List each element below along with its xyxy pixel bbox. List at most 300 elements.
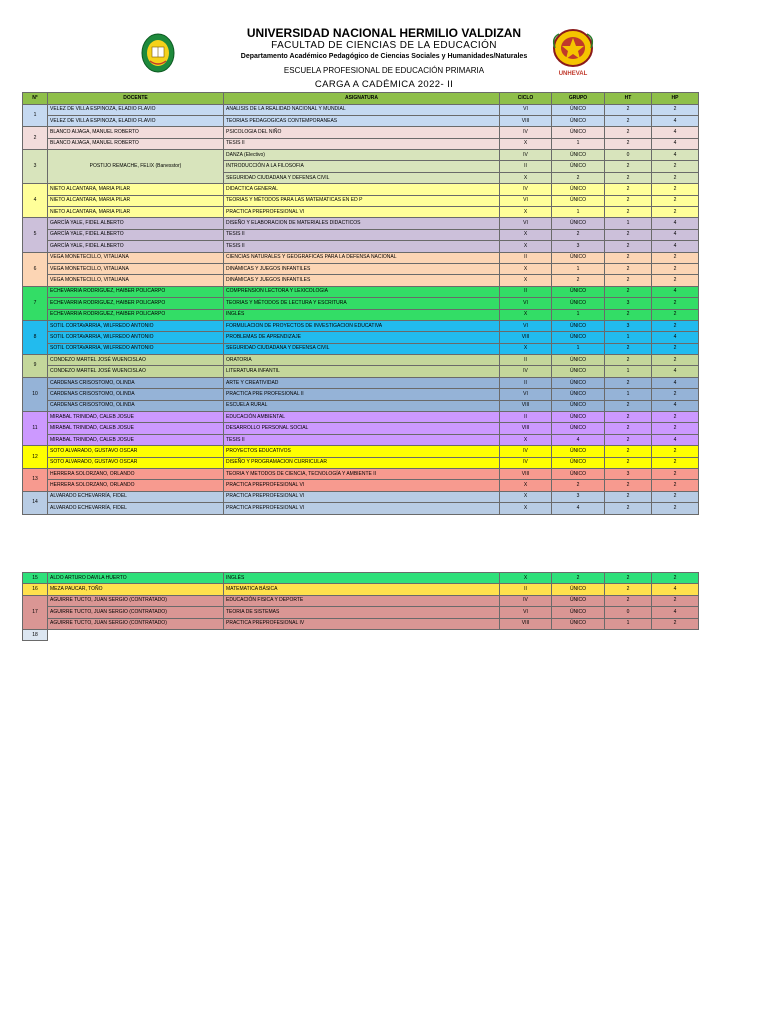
table-row: [23, 434, 699, 445]
table-row: [23, 377, 699, 388]
subject-cell: ARTE Y CREATIVIDAD: [224, 377, 500, 388]
table-row: [23, 309, 699, 320]
teacher-cell: GARCÍA YALE, FIDEL ALBERTO: [48, 229, 224, 240]
table-row: [23, 298, 699, 309]
col-hp: HP: [652, 93, 699, 105]
hp-cell: 2: [652, 446, 699, 457]
ht-cell: 2: [605, 263, 652, 274]
ht-cell: 2: [605, 457, 652, 468]
row-number: 15: [23, 573, 48, 584]
subject-cell: INGLÉS: [224, 309, 500, 320]
cycle-cell: VI: [500, 104, 552, 115]
teacher-cell: NIETO ALCANTARA, MARIA PILAR: [48, 207, 224, 218]
hp-cell: 4: [652, 127, 699, 138]
hp-cell: 4: [652, 241, 699, 252]
teacher-cell: CARDENAS CRISOSTOMO, OLINDA: [48, 377, 224, 388]
subject-cell: MATEMATICA BÁSICA: [224, 584, 500, 595]
ht-cell: 2: [605, 241, 652, 252]
group-cell: ÚNICO: [552, 127, 605, 138]
hp-cell: 4: [652, 332, 699, 343]
subject-cell: PRACTICA PREPROFESIONAL IV: [224, 618, 500, 629]
table-row: [23, 595, 699, 606]
col-ht: HT: [605, 93, 652, 105]
group-cell: ÚNICO: [552, 218, 605, 229]
subject-cell: PRACTICA PREPROFESIONAL VI: [224, 480, 500, 491]
group-cell: 2: [552, 275, 605, 286]
hp-cell: 2: [652, 184, 699, 195]
row-number: 3: [23, 150, 48, 184]
additional-load-table: [22, 572, 699, 641]
table-row: [23, 241, 699, 252]
hp-cell: 2: [652, 263, 699, 274]
ht-cell: 3: [605, 320, 652, 331]
cycle-cell: VIII: [500, 423, 552, 434]
subject-cell: DESARROLLO PERSONAL SOCIAL: [224, 423, 500, 434]
teacher-cell: AGUIRRE TUCTO, JUAN SERGIO (CONTRATADO): [48, 595, 224, 606]
cycle-cell: IV: [500, 127, 552, 138]
ht-cell: 2: [605, 423, 652, 434]
group-cell: 2: [552, 172, 605, 183]
group-cell: 1: [552, 207, 605, 218]
hp-cell: 4: [652, 584, 699, 595]
hp-cell: 2: [652, 618, 699, 629]
row-number: 12: [23, 446, 48, 469]
row-number: 11: [23, 412, 48, 446]
ht-cell: 2: [605, 491, 652, 502]
ht-cell: 2: [605, 584, 652, 595]
ht-cell: 2: [605, 286, 652, 297]
subject-cell: INTRODUCCIÓN A LA FILOSOFIA: [224, 161, 500, 172]
subject-cell: TESIS II: [224, 434, 500, 445]
subject-cell: PRACTICA PREPROFESIONAL VI: [224, 503, 500, 514]
group-cell: 1: [552, 309, 605, 320]
hp-cell: 2: [652, 412, 699, 423]
hp-cell: 2: [652, 195, 699, 206]
faculty-title: FACULTAD DE CIENCIAS DE LA EDUCACIÓN: [271, 40, 497, 51]
teacher-cell: NIETO ALCANTARA, MARIA PILAR: [48, 195, 224, 206]
table-row: [23, 252, 699, 263]
teacher-cell: SOTIL CORTAVARRIA, WILFREDO ANTONIO: [48, 343, 224, 354]
teacher-cell: CONDEZO MARTEL JOSÉ WUENCISLAO: [48, 366, 224, 377]
faculty-logo-icon: [141, 33, 175, 73]
group-cell: 2: [552, 573, 605, 584]
subject-cell: PSICOLOGIA DEL NIÑO: [224, 127, 500, 138]
hp-cell: 2: [652, 491, 699, 502]
subject-cell: FORMULACION DE PROYECTOS DE INVESTIGACION EDUCATIVA: [224, 320, 500, 331]
teacher-cell: MIRABAL TRINIDAD, CALEB JOSUE: [48, 434, 224, 445]
table-row: [23, 366, 699, 377]
cycle-cell: VI: [500, 298, 552, 309]
ht-cell: 2: [605, 195, 652, 206]
hp-cell: 4: [652, 400, 699, 411]
teacher-cell: MIRABAL TRINIDAD, CALEB JOSUE: [48, 412, 224, 423]
table-row: [23, 412, 699, 423]
group-cell: ÚNICO: [552, 400, 605, 411]
group-cell: ÚNICO: [552, 469, 605, 480]
cycle-cell: X: [500, 343, 552, 354]
table-row: [23, 150, 699, 161]
table-row: [23, 491, 699, 502]
group-cell: ÚNICO: [552, 366, 605, 377]
hp-cell: 2: [652, 503, 699, 514]
table-row: [23, 332, 699, 343]
teacher-cell: SOTIL CORTAVARRIA, WILFREDO ANTONIO: [48, 332, 224, 343]
subject-cell: PRACTICA PRE PROFESIONAL II: [224, 389, 500, 400]
ht-cell: 1: [605, 218, 652, 229]
teacher-cell: ECHEVARRIA RODRIGUEZ, HAIBER POLICARPO: [48, 286, 224, 297]
ht-cell: 2: [605, 275, 652, 286]
row-number: 6: [23, 252, 48, 286]
group-cell: ÚNICO: [552, 195, 605, 206]
table-row: [23, 263, 699, 274]
document-header: [0, 0, 768, 92]
table-body: [23, 104, 699, 514]
table-row: [23, 446, 699, 457]
ht-cell: 0: [605, 607, 652, 618]
row-number: 7: [23, 286, 48, 320]
teacher-cell: VELEZ DE VILLA ESPINOZA, ELADIO FLAVIO: [48, 104, 224, 115]
subject-cell: COMPRENSION LECTORA Y LEXICOLOGIA: [224, 286, 500, 297]
group-cell: ÚNICO: [552, 618, 605, 629]
ht-cell: 0: [605, 150, 652, 161]
cycle-cell: X: [500, 207, 552, 218]
table-row: [23, 503, 699, 514]
subject-cell: LITERATURA INFANTIL: [224, 366, 500, 377]
table-row: [23, 423, 699, 434]
row-number: 9: [23, 355, 48, 378]
cycle-cell: II: [500, 161, 552, 172]
row-number: 1: [23, 104, 48, 127]
ht-cell: 1: [605, 332, 652, 343]
row-number: 5: [23, 218, 48, 252]
teacher-cell: GARCÍA YALE, FIDEL ALBERTO: [48, 241, 224, 252]
subject-cell: ANALISIS DE LA REALIDAD NACIONAL Y MUNDIAL: [224, 104, 500, 115]
cycle-cell: IV: [500, 184, 552, 195]
table-row: [23, 355, 699, 366]
table-row: [23, 320, 699, 331]
cycle-cell: IV: [500, 446, 552, 457]
teacher-cell: VELEZ DE VILLA ESPINOZA, ELADIO FLAVIO: [48, 115, 224, 126]
ht-cell: 2: [605, 343, 652, 354]
ht-cell: 2: [605, 446, 652, 457]
row-number: 8: [23, 320, 48, 354]
table-row: [23, 584, 699, 595]
academic-load-table: [22, 92, 699, 515]
table-row: [23, 207, 699, 218]
table-row: [23, 618, 699, 629]
teacher-cell: SOTO ALVARADO, GUSTAVO OSCAR: [48, 457, 224, 468]
teacher-cell: VEGA MONETECILLO, VITALIANA: [48, 263, 224, 274]
subject-cell: SEGURIDAD CIUDADANA Y DEFENSA CIVIL: [224, 172, 500, 183]
cycle-cell: II: [500, 412, 552, 423]
subject-cell: DINÁMICAS Y JUEGOS INFANTILES: [224, 263, 500, 274]
table-row: [23, 469, 699, 480]
ht-cell: 2: [605, 309, 652, 320]
cycle-cell: X: [500, 309, 552, 320]
col-subject: ASIGNATURA: [224, 93, 500, 105]
group-cell: ÚNICO: [552, 584, 605, 595]
row-number: 14: [23, 491, 48, 514]
group-cell: ÚNICO: [552, 389, 605, 400]
ht-cell: 2: [605, 115, 652, 126]
cycle-cell: IV: [500, 366, 552, 377]
teacher-cell: ALVARADO ECHEVARRÍA, FIDEL: [48, 491, 224, 502]
subject-cell: PROBLEMAS DE APRENDIZAJE: [224, 332, 500, 343]
teacher-cell: SOTIL CORTAVARRIA, WILFREDO ANTONIO: [48, 320, 224, 331]
table-row: [23, 127, 699, 138]
table-row: [23, 480, 699, 491]
ht-cell: 2: [605, 412, 652, 423]
hp-cell: 2: [652, 275, 699, 286]
cycle-cell: VI: [500, 607, 552, 618]
group-cell: 1: [552, 138, 605, 149]
subject-cell: CIENCIAS NATURALES Y GEOGRAFICAS PARA LA DEFENSA NACIONAL: [224, 252, 500, 263]
row-number: 18: [23, 629, 48, 640]
cycle-cell: II: [500, 584, 552, 595]
row-number: 13: [23, 469, 48, 492]
subject-cell: PROYECTOS EDUCATIVOS: [224, 446, 500, 457]
col-group: GRUPO: [552, 93, 605, 105]
table-row: [23, 195, 699, 206]
subject-cell: DIDACTICA GENERAL: [224, 184, 500, 195]
teacher-cell: NIETO ALCANTARA, MARIA PILAR: [48, 184, 224, 195]
hp-cell: 2: [652, 104, 699, 115]
cycle-cell: VIII: [500, 400, 552, 411]
ht-cell: 2: [605, 207, 652, 218]
hp-cell: 2: [652, 573, 699, 584]
group-cell: ÚNICO: [552, 412, 605, 423]
ht-cell: 1: [605, 389, 652, 400]
teacher-cell: BLANCO AIJAGA, MANUEL ROBERTO: [48, 138, 224, 149]
subject-cell: TEORIAS Y MÉTODOS DE LECTURA Y ESCRITURA: [224, 298, 500, 309]
col-cycle: CICLO: [500, 93, 552, 105]
cycle-cell: IV: [500, 150, 552, 161]
row-number: 16: [23, 584, 48, 595]
teacher-cell: CARDENAS CRISOSTOMO, OLINDA: [48, 400, 224, 411]
subject-cell: DISEÑO Y ELABORACION DE MATERIALES DIDACTICOS: [224, 218, 500, 229]
group-cell: ÚNICO: [552, 184, 605, 195]
row-number: 4: [23, 184, 48, 218]
ht-cell: 1: [605, 618, 652, 629]
hp-cell: 2: [652, 309, 699, 320]
group-cell: ÚNICO: [552, 115, 605, 126]
ht-cell: 2: [605, 573, 652, 584]
subject-cell: INGLÉS: [224, 573, 500, 584]
ht-cell: 3: [605, 469, 652, 480]
cycle-cell: X: [500, 172, 552, 183]
hp-cell: 4: [652, 150, 699, 161]
ht-cell: 2: [605, 161, 652, 172]
group-cell: ÚNICO: [552, 457, 605, 468]
subject-cell: DANZA (Electivo): [224, 150, 500, 161]
hp-cell: 2: [652, 423, 699, 434]
university-title: UNIVERSIDAD NACIONAL HERMILIO VALDIZAN: [246, 26, 522, 40]
subject-cell: PRACTICA PREPROFESIONAL VI: [224, 491, 500, 502]
table-row: [23, 184, 699, 195]
subject-cell: TEORIA Y METODOS DE CIENCIA, TECNOLOGÍA Y AMBIENTE II: [224, 469, 500, 480]
group-cell: ÚNICO: [552, 595, 605, 606]
subject-cell: EDUCACIÓN AMBIENTAL: [224, 412, 500, 423]
teacher-cell: HERRERA SOLORZANO, ORLANDO: [48, 469, 224, 480]
subject-cell: SEGURIDAD CIUDADANA Y DEFENSA CIVIL: [224, 343, 500, 354]
ht-cell: 2: [605, 127, 652, 138]
ht-cell: 2: [605, 184, 652, 195]
table-row: [23, 104, 699, 115]
ht-cell: 2: [605, 172, 652, 183]
cycle-cell: II: [500, 252, 552, 263]
table-row: [23, 629, 699, 640]
group-cell: ÚNICO: [552, 355, 605, 366]
hp-cell: 2: [652, 457, 699, 468]
hp-cell: 2: [652, 207, 699, 218]
hp-cell: 4: [652, 286, 699, 297]
teacher-cell: CONDEZO MARTEL JOSÉ WUENCISLAO: [48, 355, 224, 366]
hp-cell: 2: [652, 355, 699, 366]
cycle-cell: II: [500, 286, 552, 297]
group-cell: 1: [552, 343, 605, 354]
cycle-cell: X: [500, 229, 552, 240]
hp-cell: 2: [652, 389, 699, 400]
table-row: [23, 115, 699, 126]
row-number: 10: [23, 377, 48, 411]
ht-cell: 2: [605, 377, 652, 388]
cycle-cell: X: [500, 480, 552, 491]
subject-cell: TESIS II: [224, 229, 500, 240]
row-number: 2: [23, 127, 48, 150]
cycle-cell: X: [500, 491, 552, 502]
department-title: Departamento Académico Pedagógico de Ciencias Sociales y Humanidades/Naturales: [240, 53, 528, 60]
ht-cell: 2: [605, 138, 652, 149]
table-header-row: [23, 93, 699, 105]
subject-cell: EDUCACIÓN FISICA Y DEPORTE: [224, 595, 500, 606]
group-cell: ÚNICO: [552, 286, 605, 297]
ht-cell: 2: [605, 104, 652, 115]
hp-cell: 4: [652, 607, 699, 618]
col-teacher: DOCENTE: [48, 93, 224, 105]
teacher-cell: HERRERA SOLORZANO, ORLANDO: [48, 480, 224, 491]
cycle-cell: X: [500, 263, 552, 274]
hp-cell: 4: [652, 218, 699, 229]
hp-cell: 2: [652, 161, 699, 172]
cycle-cell: X: [500, 138, 552, 149]
group-cell: 1: [552, 263, 605, 274]
table-row: [23, 218, 699, 229]
table-row: [23, 275, 699, 286]
ht-cell: 2: [605, 480, 652, 491]
teacher-cell: AGUIRRE TUCTO, JUAN SERGIO (CONTRATADO): [48, 618, 224, 629]
cycle-cell: VIII: [500, 469, 552, 480]
group-cell: ÚNICO: [552, 377, 605, 388]
ht-cell: 2: [605, 503, 652, 514]
group-cell: ÚNICO: [552, 423, 605, 434]
hp-cell: 2: [652, 172, 699, 183]
cycle-cell: II: [500, 355, 552, 366]
cycle-cell: VIII: [500, 332, 552, 343]
cycle-cell: X: [500, 241, 552, 252]
group-cell: ÚNICO: [552, 150, 605, 161]
school-title: ESCUELA PROFESIONAL DE EDUCACIÓN PRIMARIA: [283, 66, 485, 75]
subject-cell: TEORIA DE SISTEMAS: [224, 607, 500, 618]
group-cell: ÚNICO: [552, 332, 605, 343]
ht-cell: 2: [605, 400, 652, 411]
seal-caption: UNHEVAL: [558, 71, 588, 77]
teacher-cell: ALDO ARTURO DAVILA HUERTO: [48, 573, 224, 584]
subject-cell: TEORIAS PEDAGOGICAS CONTEMPORANEAS: [224, 115, 500, 126]
table-row: [23, 229, 699, 240]
teacher-cell: POSTIJO REMACHE, FELIX (Banesstor): [48, 150, 224, 184]
hp-cell: 4: [652, 434, 699, 445]
table-row: [23, 457, 699, 468]
subject-cell: DINÁMICAS Y JUEGOS INFANTILES: [224, 275, 500, 286]
ht-cell: 2: [605, 355, 652, 366]
teacher-cell: GARCÍA YALE, FIDEL ALBERTO: [48, 218, 224, 229]
group-cell: ÚNICO: [552, 607, 605, 618]
table-row: [23, 400, 699, 411]
col-number: N°: [23, 93, 48, 105]
ht-cell: 2: [605, 229, 652, 240]
cycle-cell: VI: [500, 320, 552, 331]
teacher-cell: MEZA PAUCAR, TOÑO: [48, 584, 224, 595]
teacher-cell: CARDENAS CRISOSTOMO, OLINDA: [48, 389, 224, 400]
teacher-cell: VEGA MONETECILLO, VITALIANA: [48, 275, 224, 286]
cycle-cell: X: [500, 503, 552, 514]
row-number: 17: [23, 595, 48, 629]
group-cell: ÚNICO: [552, 252, 605, 263]
teacher-cell: VEGA MONETECILLO, VITALIANA: [48, 252, 224, 263]
subject-cell: ORATORIA: [224, 355, 500, 366]
subject-cell: TESIS II: [224, 241, 500, 252]
group-cell: ÚNICO: [552, 161, 605, 172]
table-row: [23, 389, 699, 400]
ht-cell: 2: [605, 595, 652, 606]
cycle-cell: X: [500, 434, 552, 445]
group-cell: ÚNICO: [552, 298, 605, 309]
group-cell: ÚNICO: [552, 446, 605, 457]
group-cell: ÚNICO: [552, 104, 605, 115]
group-cell: 3: [552, 491, 605, 502]
cycle-cell: II: [500, 377, 552, 388]
cycle-cell: VI: [500, 389, 552, 400]
ht-cell: 3: [605, 298, 652, 309]
group-cell: ÚNICO: [552, 320, 605, 331]
additional-table-body: [23, 573, 699, 641]
hp-cell: 4: [652, 229, 699, 240]
hp-cell: 2: [652, 252, 699, 263]
hp-cell: 2: [652, 320, 699, 331]
cycle-cell: VI: [500, 218, 552, 229]
university-seal-icon: [545, 28, 601, 78]
table-row: [23, 286, 699, 297]
cycle-cell: VIII: [500, 115, 552, 126]
ht-cell: 1: [605, 366, 652, 377]
cycle-cell: X: [500, 275, 552, 286]
group-cell: 2: [552, 480, 605, 491]
subject-cell: PRACTICA PREPROFESIONAL VI: [224, 207, 500, 218]
hp-cell: 2: [652, 480, 699, 491]
group-cell: 2: [552, 229, 605, 240]
table-row: [23, 138, 699, 149]
table-row: [23, 573, 699, 584]
hp-cell: 2: [652, 469, 699, 480]
group-cell: 4: [552, 434, 605, 445]
hp-cell: 2: [652, 343, 699, 354]
teacher-cell: ECHEVARRIA RODRIGUEZ, HAIBER POLICARPO: [48, 309, 224, 320]
teacher-cell: MIRABAL TRINIDAD, CALEB JOSUE: [48, 423, 224, 434]
teacher-cell: AGUIRRE TUCTO, JUAN SERGIO (CONTRATADO): [48, 607, 224, 618]
hp-cell: 4: [652, 366, 699, 377]
subject-cell: TEORIAS Y MÉTODOS PARA LAS MATEMATICAS EN ED P: [224, 195, 500, 206]
cycle-cell: IV: [500, 457, 552, 468]
